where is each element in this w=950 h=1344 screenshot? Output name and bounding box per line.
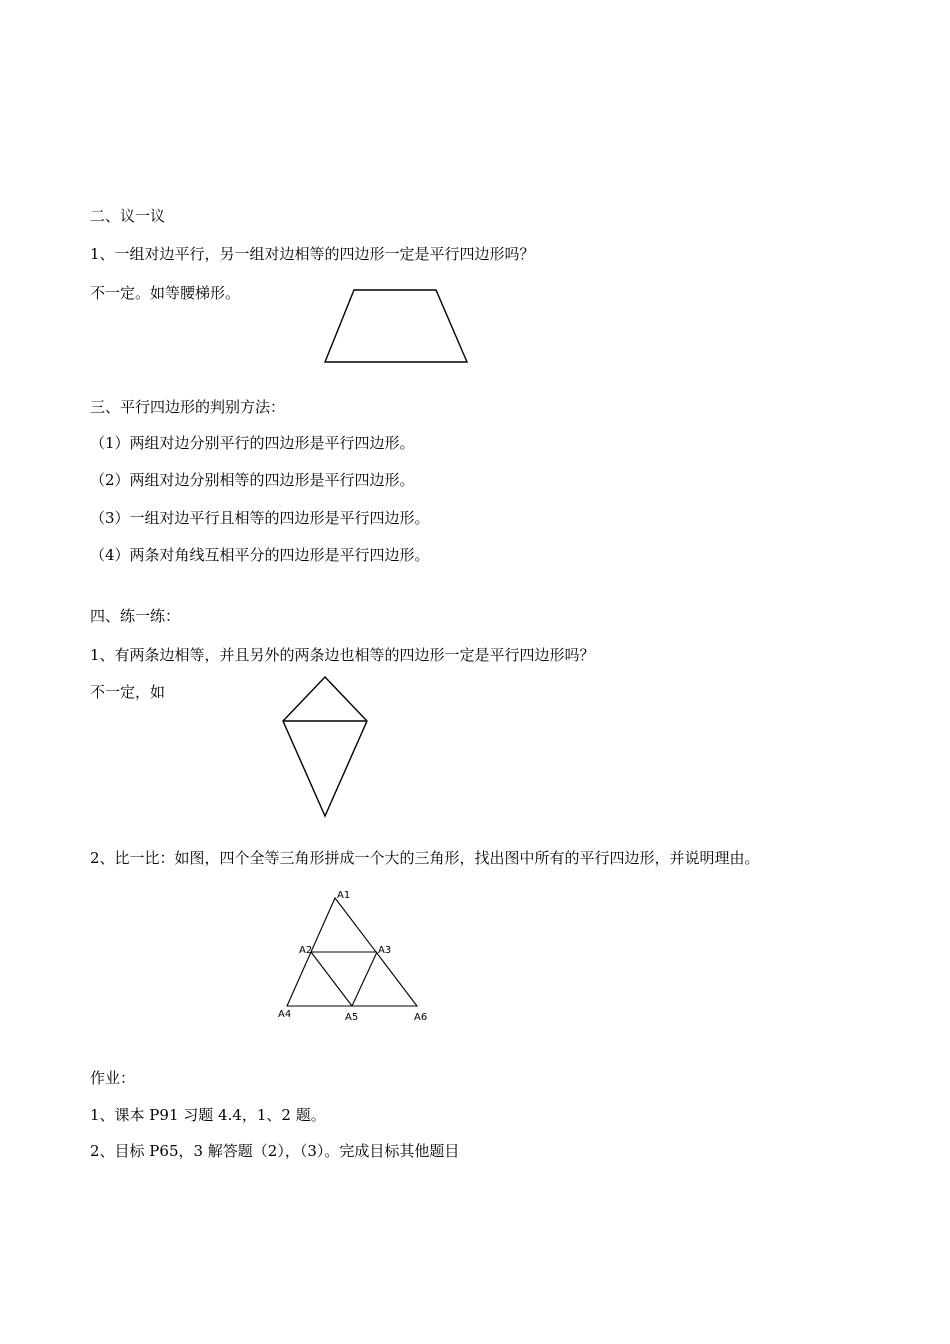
midline-a2-a5 <box>311 952 352 1006</box>
vertex-label-a6: A6 <box>414 1012 428 1023</box>
section-heading-homework: 作业： <box>90 1069 136 1087</box>
question-1: 1、一组对边平行，另一组对边相等的四边形一定是平行四边形吗？ <box>90 245 535 263</box>
triangle-figure <box>270 882 440 1027</box>
section-heading-discuss: 二、议一议 <box>90 207 166 225</box>
practice-question-1: 1、有两条边相等，并且另外的两条边也相等的四边形一定是平行四边形吗？ <box>90 646 595 664</box>
criteria-item: （1）两组对边分别平行的四边形是平行四边形。 <box>90 434 415 452</box>
homework-item: 2、目标 P65，3 解答题（2），（3）。完成目标其他题目 <box>90 1142 460 1160</box>
practice-answer-1: 不一定，如 <box>90 683 166 701</box>
kite-figure <box>278 672 374 822</box>
criteria-item: （3）一组对边平行且相等的四边形是平行四边形。 <box>90 509 430 527</box>
section-heading-criteria: 三、平行四边形的判别方法： <box>90 398 286 416</box>
vertex-label-a3: A3 <box>378 945 392 956</box>
practice-question-2: 2、比一比：如图，四个全等三角形拼成一个大的三角形，找出图中所有的平行四边形，并说明理由。 <box>90 849 760 867</box>
criteria-item: （2）两组对边分别相等的四边形是平行四边形。 <box>90 471 415 489</box>
criteria-item: （4）两条对角线互相平分的四边形是平行四边形。 <box>90 546 430 564</box>
homework-item: 1、课本 P91 习题 4.4，1、2 题。 <box>90 1106 326 1124</box>
vertex-label-a2: A2 <box>299 945 313 956</box>
kite-shape <box>283 677 367 816</box>
trapezoid-shape <box>325 290 467 362</box>
isosceles-trapezoid-figure <box>320 286 475 366</box>
vertex-label-a1: A1 <box>337 890 351 901</box>
vertex-label-a4: A4 <box>278 1009 292 1020</box>
section-heading-practice: 四、练一练： <box>90 607 181 625</box>
midline-a3-a5 <box>352 952 377 1006</box>
vertex-label-a5: A5 <box>345 1012 359 1023</box>
answer-1: 不一定。如等腰梯形。 <box>90 284 241 302</box>
